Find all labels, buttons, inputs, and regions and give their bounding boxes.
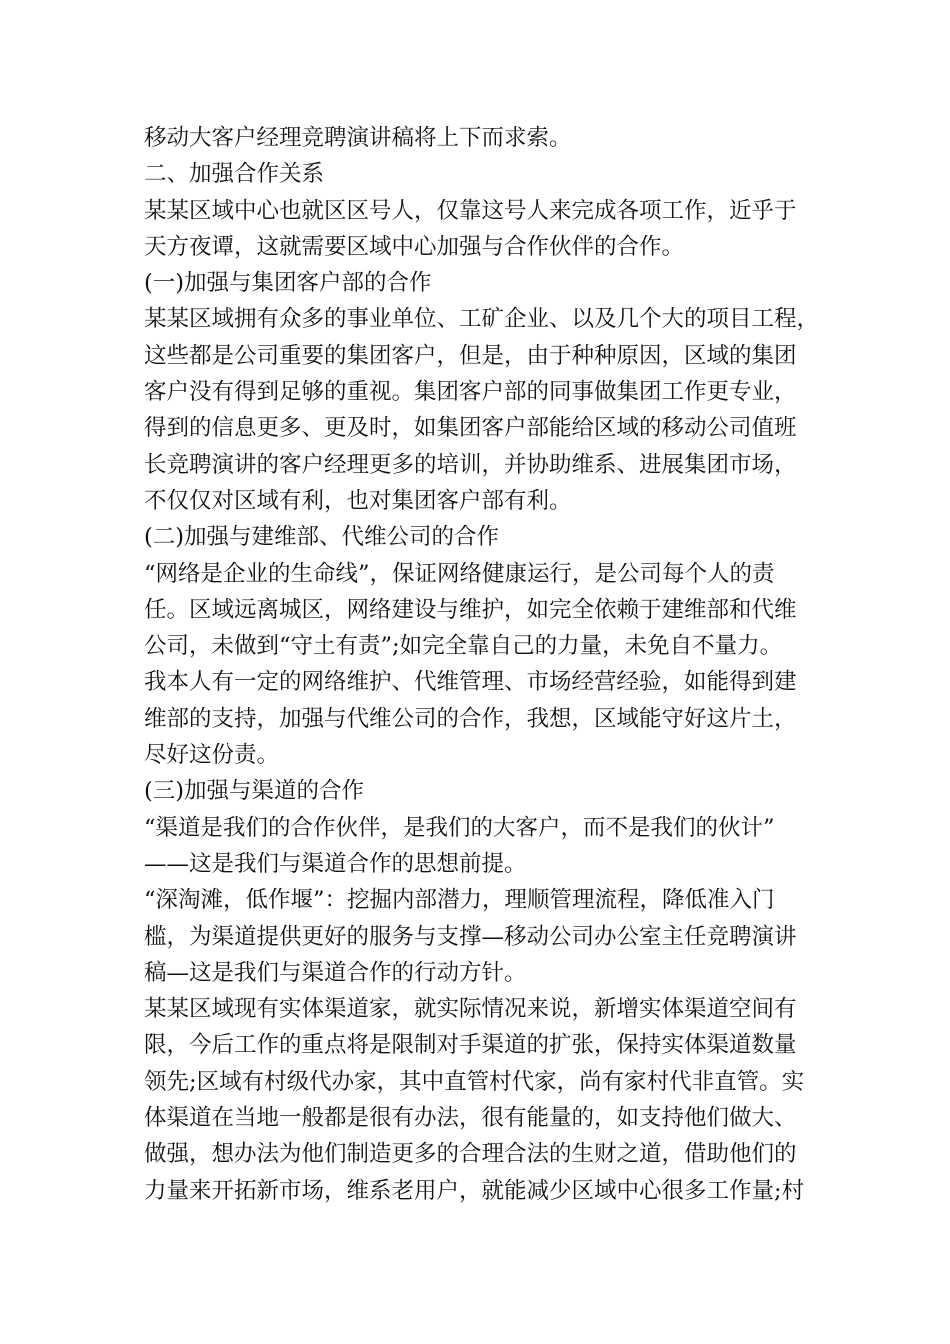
text-line: 做强，想办法为他们制造更多的合理合法的生财之道，借助他们的 xyxy=(144,1141,797,1168)
text-line: 某某区域现有实体渠道家，就实际情况来说，新增实体渠道空间有 xyxy=(144,996,797,1023)
text-line: 领先;区域有村级代办家，其中直管村代家，尚有家村代非直管。实 xyxy=(144,1068,805,1095)
subsection-heading: (二)加强与建维部、代维公司的合作 xyxy=(144,524,500,551)
text-line: 客户没有得到足够的重视。集团客户部的同事做集团工作更专业， xyxy=(144,379,797,406)
text-line: “渠道是我们的合作伙伴，是我们的大客户，而不是我们的伙计” xyxy=(144,814,775,841)
text-line: 尽好这份责。 xyxy=(144,742,280,769)
text-line: 某某区域拥有众多的事业单位、工矿企业、以及几个大的项目工程， xyxy=(144,306,820,333)
text-line: “网络是企业的生命线”，保证网络健康运行，是公司每个人的责 xyxy=(144,560,775,587)
text-line: 任。区域远离城区，网络建设与维护，如完全依赖于建维部和代维 xyxy=(144,596,797,623)
text-line: 不仅仅对区域有利，也对集团客户部有利。 xyxy=(144,487,572,514)
text-line: 长竞聘演讲的客户经理更多的培训，并协助维系、进展集团市场， xyxy=(144,451,797,478)
text-line: 力量来开拓新市场，维系老用户，就能减少区域中心很多工作量;村 xyxy=(144,1177,805,1204)
text-line: ——这是我们与渠道合作的思想前提。 xyxy=(144,850,527,877)
text-line: 移动大客户经理竞聘演讲稿将上下而求索。 xyxy=(144,125,572,151)
text-line: 限，今后工作的重点将是限制对手渠道的扩张，保持实体渠道数量 xyxy=(144,1032,797,1059)
text-line: 体渠道在当地一般都是很有办法，很有能量的，如支持他们做大、 xyxy=(144,1105,797,1132)
text-line: 维部的支持，加强与代维公司的合作，我想，区域能守好这片土， xyxy=(144,705,797,732)
document-body xyxy=(144,120,824,1209)
section-heading: 二、加强合作关系 xyxy=(144,161,325,188)
subsection-heading: (三)加强与渠道的合作 xyxy=(144,778,365,805)
subsection-heading: (一)加强与集团客户部的合作 xyxy=(144,270,432,297)
text-line: 我本人有一定的网络维护、代维管理、市场经营经验，如能得到建 xyxy=(144,669,797,696)
text-line: “深淘滩，低作堰”：挖掘内部潜力，理顺管理流程，降低准入门 xyxy=(144,887,775,914)
text-line: 某某区域中心也就区区号人，仅靠这号人来完成各项工作，近乎于 xyxy=(144,197,797,224)
text-line: 稿—这是我们与渠道合作的行动方针。 xyxy=(144,959,527,986)
text-line: 槛，为渠道提供更好的服务与支撑—移动公司办公室主任竞聘演讲 xyxy=(144,923,797,950)
text-line: 这些都是公司重要的集团客户，但是，由于种种原因，区域的集团 xyxy=(144,342,797,369)
text-line: 天方夜谭，这就需要区域中心加强与合作伙伴的合作。 xyxy=(144,233,685,260)
text-line: 得到的信息更多、更及时，如集团客户部能给区域的移动公司值班 xyxy=(144,415,797,442)
text-line: 公司，未做到“守土有责”;如完全靠自己的力量，未免自不量力。 xyxy=(144,633,783,660)
